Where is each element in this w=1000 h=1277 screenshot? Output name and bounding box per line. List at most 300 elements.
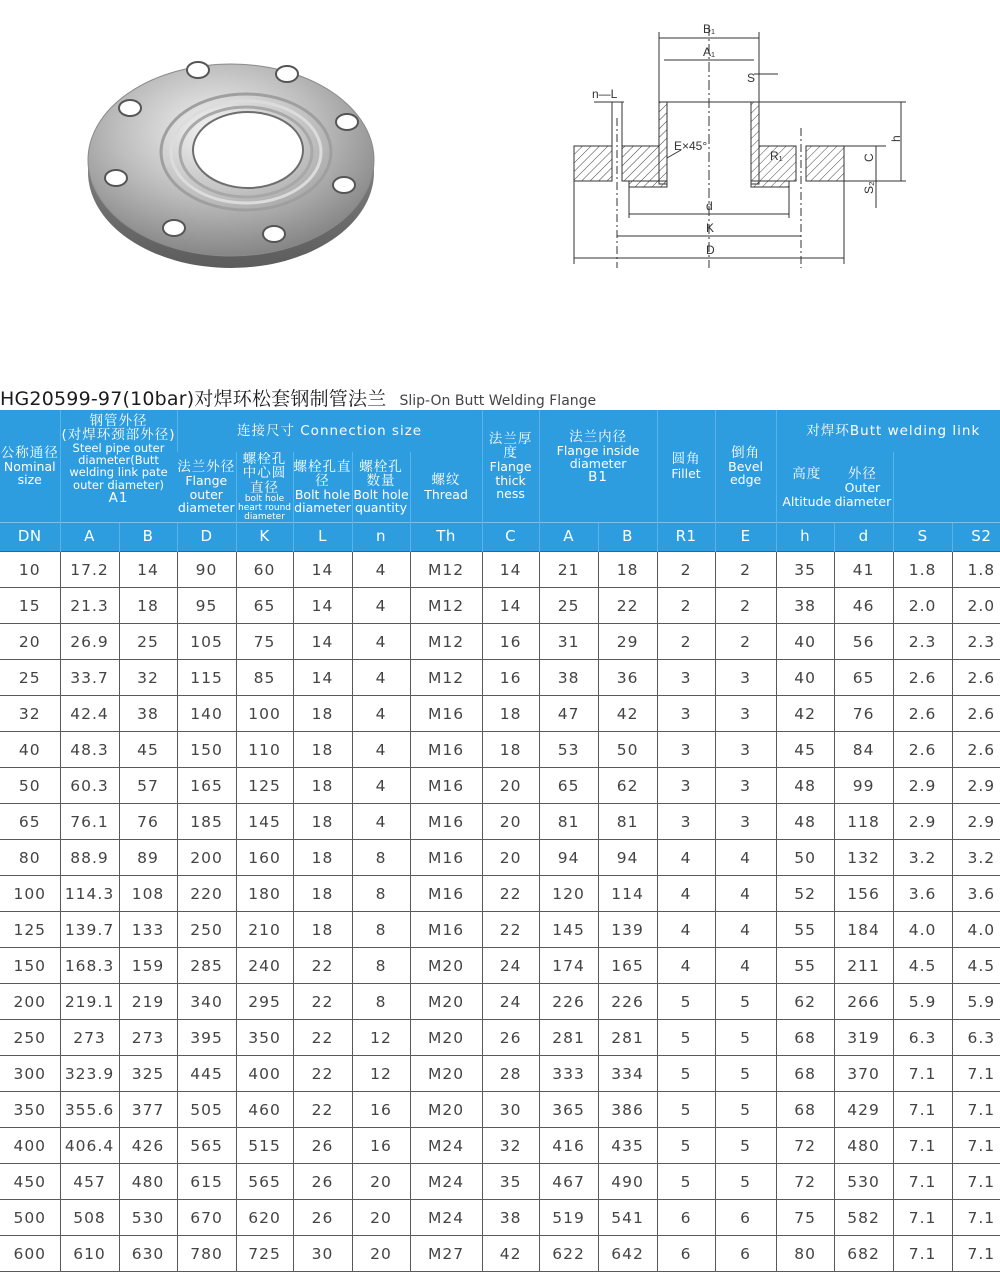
table-cell: 8 — [352, 984, 410, 1020]
table-cell: 682 — [834, 1236, 893, 1272]
table-cell: 4.5 — [952, 948, 1000, 984]
table-cell: 16 — [352, 1092, 410, 1128]
table-cell: 15 — [0, 588, 60, 624]
header-fillet: 圆角 Fillet — [657, 410, 715, 523]
table-cell: 5 — [657, 1128, 715, 1164]
table-cell: 180 — [236, 876, 293, 912]
table-cell: 115 — [177, 660, 236, 696]
table-cell: 100 — [236, 696, 293, 732]
table-cell: 226 — [598, 984, 657, 1020]
table-cell: 273 — [119, 1020, 177, 1056]
table-cell: 31 — [539, 624, 598, 660]
table-cell: 219.1 — [60, 984, 119, 1020]
table-cell: 780 — [177, 1236, 236, 1272]
table-cell: 295 — [236, 984, 293, 1020]
table-cell: 42 — [776, 696, 834, 732]
table-cell: 2.6 — [893, 696, 952, 732]
table-cell: 18 — [293, 912, 352, 948]
table-cell: 55 — [776, 948, 834, 984]
table-cell: 395 — [177, 1020, 236, 1056]
table-cell: 508 — [60, 1200, 119, 1236]
table-cell: 56 — [834, 624, 893, 660]
table-row — [0, 1128, 1000, 1164]
table-cell: 4 — [352, 696, 410, 732]
table-cell: 610 — [60, 1236, 119, 1272]
table-cell: 226 — [539, 984, 598, 1020]
table-row — [0, 948, 1000, 984]
table-cell: 4.0 — [893, 912, 952, 948]
table-cell: 600 — [0, 1236, 60, 1272]
table-cell: M24 — [410, 1164, 482, 1200]
header-code-3: D — [177, 523, 236, 552]
table-cell: 60 — [236, 552, 293, 588]
label-dd: D — [706, 243, 715, 257]
table-cell: 139.7 — [60, 912, 119, 948]
table-cell: 2.6 — [952, 696, 1000, 732]
table-cell: 5.9 — [893, 984, 952, 1020]
table-cell: 46 — [834, 588, 893, 624]
table-cell: 81 — [539, 804, 598, 840]
table-cell: 3.6 — [952, 876, 1000, 912]
table-row — [0, 1164, 1000, 1200]
table-cell: 22 — [293, 1092, 352, 1128]
table-cell: 47 — [539, 696, 598, 732]
table-cell: 21.3 — [60, 588, 119, 624]
table-cell: 42 — [598, 696, 657, 732]
table-cell: 72 — [776, 1128, 834, 1164]
table-cell: 3 — [657, 768, 715, 804]
table-cell: 41 — [834, 552, 893, 588]
table-cell: 22 — [293, 1020, 352, 1056]
table-cell: 40 — [0, 732, 60, 768]
table-cell: 20 — [482, 804, 539, 840]
table-cell: 14 — [119, 552, 177, 588]
table-cell: 2.0 — [893, 588, 952, 624]
table-cell: M16 — [410, 840, 482, 876]
table-cell: 32 — [119, 660, 177, 696]
table-cell: 150 — [0, 948, 60, 984]
table-cell: 90 — [177, 552, 236, 588]
table-cell: 4 — [352, 624, 410, 660]
table-cell: M24 — [410, 1200, 482, 1236]
table-cell: 55 — [776, 912, 834, 948]
table-cell: 14 — [482, 552, 539, 588]
table-cell: 1.8 — [952, 552, 1000, 588]
header-code-12: E — [715, 523, 776, 552]
label-h: h — [889, 135, 903, 142]
table-cell: 125 — [236, 768, 293, 804]
table-cell: 24 — [482, 948, 539, 984]
table-cell: 3 — [657, 696, 715, 732]
header-bolt-qty: 螺栓孔数量 Bolt hole quantity — [352, 452, 410, 523]
table-cell: M27 — [410, 1236, 482, 1272]
table-cell: 281 — [598, 1020, 657, 1056]
table-cell: 450 — [0, 1164, 60, 1200]
label-s: S — [747, 71, 756, 85]
table-cell: 300 — [0, 1056, 60, 1092]
table-cell: 18 — [482, 732, 539, 768]
table-row — [0, 1020, 1000, 1056]
table-cell: M16 — [410, 912, 482, 948]
header-code-15: S — [893, 523, 952, 552]
table-cell: 50 — [0, 768, 60, 804]
table-cell: 22 — [482, 912, 539, 948]
table-cell: 42 — [482, 1236, 539, 1272]
table-cell: 334 — [598, 1056, 657, 1092]
table-cell: 114.3 — [60, 876, 119, 912]
label-b1: B₁ — [703, 22, 716, 36]
table-cell: 84 — [834, 732, 893, 768]
table-cell: 65 — [539, 768, 598, 804]
title-chinese: HG20599-97(10bar)对焊环松套钢制管法兰 — [0, 388, 387, 410]
label-k: K — [706, 221, 715, 235]
table-row — [0, 984, 1000, 1020]
table-cell: 266 — [834, 984, 893, 1020]
table-cell: 145 — [539, 912, 598, 948]
table-cell: 20 — [352, 1164, 410, 1200]
table-cell: 2.6 — [952, 732, 1000, 768]
table-cell: 18 — [293, 732, 352, 768]
table-cell: 426 — [119, 1128, 177, 1164]
table-cell: 18 — [293, 696, 352, 732]
table-cell: 490 — [598, 1164, 657, 1200]
table-cell: 530 — [119, 1200, 177, 1236]
header-connection-size: 连接尺寸 Connection size — [177, 410, 482, 452]
table-cell: 622 — [539, 1236, 598, 1272]
table-cell: 62 — [776, 984, 834, 1020]
table-cell: M16 — [410, 768, 482, 804]
table-cell: 45 — [119, 732, 177, 768]
table-cell: 18 — [598, 552, 657, 588]
table-cell: 725 — [236, 1236, 293, 1272]
table-cell: 325 — [119, 1056, 177, 1092]
table-cell: 2.9 — [893, 804, 952, 840]
table-cell: 26 — [482, 1020, 539, 1056]
table-cell: 159 — [119, 948, 177, 984]
table-cell: M24 — [410, 1128, 482, 1164]
table-cell: 14 — [293, 624, 352, 660]
label-d: d — [706, 199, 713, 213]
table-cell: 35 — [776, 552, 834, 588]
table-cell: 95 — [177, 588, 236, 624]
table-cell: 7.1 — [952, 1164, 1000, 1200]
table-cell: 530 — [834, 1164, 893, 1200]
table-cell: 32 — [482, 1128, 539, 1164]
table-cell: 35 — [482, 1164, 539, 1200]
table-cell: 75 — [776, 1200, 834, 1236]
table-cell: 65 — [0, 804, 60, 840]
header-code-9: A — [539, 523, 598, 552]
table-cell: 38 — [776, 588, 834, 624]
header-code-10: B — [598, 523, 657, 552]
table-cell: 125 — [0, 912, 60, 948]
table-cell: 72 — [776, 1164, 834, 1200]
table-cell: 219 — [119, 984, 177, 1020]
table-cell: M20 — [410, 1020, 482, 1056]
table-cell: 7.1 — [952, 1092, 1000, 1128]
table-cell: 6.3 — [893, 1020, 952, 1056]
header-thread: 螺纹 Thread — [410, 452, 482, 523]
table-cell: 2 — [657, 552, 715, 588]
table-cell: 80 — [776, 1236, 834, 1272]
table-cell: 165 — [177, 768, 236, 804]
table-cell: 29 — [598, 624, 657, 660]
table-cell: 3.6 — [893, 876, 952, 912]
table-cell: M12 — [410, 552, 482, 588]
table-cell: M16 — [410, 732, 482, 768]
table-row — [0, 552, 1000, 588]
table-cell: 210 — [236, 912, 293, 948]
table-row — [0, 1200, 1000, 1236]
header-code-16: S2 — [952, 523, 1000, 552]
table-cell: 114 — [598, 876, 657, 912]
header-nominal: 公称通径 Nominal size — [0, 410, 60, 523]
table-cell: 22 — [598, 588, 657, 624]
table-cell: 8 — [352, 912, 410, 948]
table-cell: 184 — [834, 912, 893, 948]
table-cell: M16 — [410, 696, 482, 732]
table-cell: 12 — [352, 1056, 410, 1092]
table-cell: 45 — [776, 732, 834, 768]
header-code-6: n — [352, 523, 410, 552]
table-cell: 26 — [293, 1164, 352, 1200]
table-cell: 400 — [236, 1056, 293, 1092]
header-bolt-hole: 螺栓孔直径 Bolt hole diameter — [293, 452, 352, 523]
table-cell: 630 — [119, 1236, 177, 1272]
header-flange-od: 法兰外径 Flange outer diameter — [177, 452, 236, 523]
table-cell: 6 — [657, 1200, 715, 1236]
table-cell: 6 — [715, 1236, 776, 1272]
table-cell: 4 — [657, 840, 715, 876]
table-cell: 7.1 — [952, 1200, 1000, 1236]
table-cell: 480 — [834, 1128, 893, 1164]
table-cell: 3 — [715, 768, 776, 804]
table-cell: M16 — [410, 876, 482, 912]
table-cell: 20 — [352, 1236, 410, 1272]
table-cell: 48 — [776, 768, 834, 804]
table-cell: 240 — [236, 948, 293, 984]
table-cell: 333 — [539, 1056, 598, 1092]
table-cell: M16 — [410, 804, 482, 840]
header-blank — [893, 452, 1000, 523]
table-cell: 4 — [352, 768, 410, 804]
table-cell: 285 — [177, 948, 236, 984]
table-cell: 445 — [177, 1056, 236, 1092]
header-code-11: R1 — [657, 523, 715, 552]
table-cell: 28 — [482, 1056, 539, 1092]
table-cell: 18 — [293, 876, 352, 912]
header-code-5: L — [293, 523, 352, 552]
table-cell: 467 — [539, 1164, 598, 1200]
table-cell: M20 — [410, 1056, 482, 1092]
table-cell: 400 — [0, 1128, 60, 1164]
table-cell: 18 — [293, 768, 352, 804]
table-cell: 108 — [119, 876, 177, 912]
table-cell: 48.3 — [60, 732, 119, 768]
table-cell: 22 — [293, 1056, 352, 1092]
table-cell: 5 — [657, 1092, 715, 1128]
header-code-8: C — [482, 523, 539, 552]
table-cell: 40 — [776, 624, 834, 660]
table-cell: M12 — [410, 624, 482, 660]
table-cell: M12 — [410, 660, 482, 696]
table-cell: 16 — [482, 624, 539, 660]
table-cell: 14 — [482, 588, 539, 624]
table-cell: 7.1 — [952, 1056, 1000, 1092]
table-cell: 48 — [776, 804, 834, 840]
table-cell: 118 — [834, 804, 893, 840]
label-e45: E×45° — [674, 139, 708, 153]
label-r1: R₁ — [770, 149, 783, 163]
table-cell: 565 — [177, 1128, 236, 1164]
table-cell: 24 — [482, 984, 539, 1020]
header-inside-diameter: 法兰内径 Flange inside diameter B1 — [539, 410, 657, 523]
table-cell: 22 — [293, 984, 352, 1020]
table-cell: 62 — [598, 768, 657, 804]
table-cell: 3 — [657, 732, 715, 768]
table-cell: 5.9 — [952, 984, 1000, 1020]
table-cell: 168.3 — [60, 948, 119, 984]
table-cell: 4 — [352, 660, 410, 696]
table-cell: 14 — [293, 552, 352, 588]
table-cell: 50 — [776, 840, 834, 876]
table-cell: 3.2 — [893, 840, 952, 876]
table-cell: 20 — [482, 768, 539, 804]
table-cell: 68 — [776, 1020, 834, 1056]
table-cell: 3 — [715, 660, 776, 696]
table-row — [0, 912, 1000, 948]
table-cell: 4 — [352, 732, 410, 768]
table-cell: 250 — [0, 1020, 60, 1056]
table-cell: 2 — [715, 552, 776, 588]
table-cell: 32 — [0, 696, 60, 732]
table-cell: 4 — [657, 912, 715, 948]
table-cell: 435 — [598, 1128, 657, 1164]
table-cell: 25 — [119, 624, 177, 660]
table-cell: 5 — [657, 984, 715, 1020]
table-cell: 2.9 — [952, 768, 1000, 804]
header-code-4: K — [236, 523, 293, 552]
header-steel-pipe: 钢管外径 (对焊环颈部外径) Steel pipe outer diameter(Butt welding link pate outer diameter) A1 — [60, 410, 177, 523]
table-row — [0, 588, 1000, 624]
table-cell: 2.3 — [952, 624, 1000, 660]
table-cell: 8 — [352, 876, 410, 912]
table-cell: 38 — [482, 1200, 539, 1236]
table-cell: 273 — [60, 1020, 119, 1056]
table-cell: 5 — [715, 1056, 776, 1092]
table-cell: 505 — [177, 1092, 236, 1128]
table-cell: 406.4 — [60, 1128, 119, 1164]
header-bevel: 倒角 Bevel edge — [715, 410, 776, 523]
table-cell: 5 — [715, 1128, 776, 1164]
table-cell: 6.3 — [952, 1020, 1000, 1056]
label-a1: A₁ — [703, 45, 716, 59]
table-cell: 4 — [352, 588, 410, 624]
table-cell: 350 — [0, 1092, 60, 1128]
table-cell: 14 — [293, 588, 352, 624]
table-cell: 26.9 — [60, 624, 119, 660]
table-cell: 7.1 — [893, 1164, 952, 1200]
table-cell: 53 — [539, 732, 598, 768]
table-cell: 30 — [293, 1236, 352, 1272]
table-cell: 99 — [834, 768, 893, 804]
table-cell: 429 — [834, 1092, 893, 1128]
table-cell: 2 — [657, 588, 715, 624]
table-cell: 76 — [119, 804, 177, 840]
table-cell: 7.1 — [893, 1056, 952, 1092]
header-code-0: DN — [0, 523, 60, 552]
table-cell: 139 — [598, 912, 657, 948]
table-cell: 120 — [539, 876, 598, 912]
flange-drawing — [566, 18, 906, 268]
table-cell: 3 — [715, 696, 776, 732]
table-row — [0, 624, 1000, 660]
table-cell: 7.1 — [952, 1128, 1000, 1164]
table-cell: 500 — [0, 1200, 60, 1236]
table-cell: 50 — [598, 732, 657, 768]
table-cell: 1.8 — [893, 552, 952, 588]
table-cell: 220 — [177, 876, 236, 912]
table-cell: 38 — [119, 696, 177, 732]
table-cell: 4 — [715, 912, 776, 948]
table-cell: 22 — [293, 948, 352, 984]
table-cell: 460 — [236, 1092, 293, 1128]
table-cell: 5 — [715, 1020, 776, 1056]
table-cell: 185 — [177, 804, 236, 840]
table-cell: 16 — [352, 1128, 410, 1164]
table-cell: 75 — [236, 624, 293, 660]
table-cell: 81 — [598, 804, 657, 840]
table-cell: 200 — [0, 984, 60, 1020]
table-cell: 370 — [834, 1056, 893, 1092]
table-cell: 2.6 — [893, 732, 952, 768]
table-cell: 250 — [177, 912, 236, 948]
table-cell: 5 — [657, 1020, 715, 1056]
table-cell: 4 — [352, 804, 410, 840]
spec-table — [0, 410, 1000, 1272]
table-cell: 8 — [352, 948, 410, 984]
table-cell: 160 — [236, 840, 293, 876]
table-cell: 3.2 — [952, 840, 1000, 876]
label-c: C — [862, 153, 876, 162]
table-cell: 5 — [657, 1056, 715, 1092]
table-cell: 10 — [0, 552, 60, 588]
table-cell: 7.1 — [893, 1200, 952, 1236]
table-cell: 4 — [657, 948, 715, 984]
table-cell: 2 — [657, 624, 715, 660]
table-row — [0, 1236, 1000, 1272]
table-cell: 416 — [539, 1128, 598, 1164]
header-thickness: 法兰厚度 Flange thick ness — [482, 410, 539, 523]
table-row — [0, 696, 1000, 732]
table-row — [0, 732, 1000, 768]
table-cell: 60.3 — [60, 768, 119, 804]
table-cell: 20 — [0, 624, 60, 660]
header-code-14: d — [834, 523, 893, 552]
table-cell: 20 — [482, 840, 539, 876]
table-cell: 2.6 — [893, 660, 952, 696]
table-cell: M20 — [410, 984, 482, 1020]
table-cell: 88.9 — [60, 840, 119, 876]
table-cell: 350 — [236, 1020, 293, 1056]
table-cell: 36 — [598, 660, 657, 696]
table-row — [0, 840, 1000, 876]
table-cell: 281 — [539, 1020, 598, 1056]
table-cell: 26 — [293, 1128, 352, 1164]
table-cell: 615 — [177, 1164, 236, 1200]
table-cell: 18 — [293, 804, 352, 840]
table-cell: 18 — [293, 840, 352, 876]
